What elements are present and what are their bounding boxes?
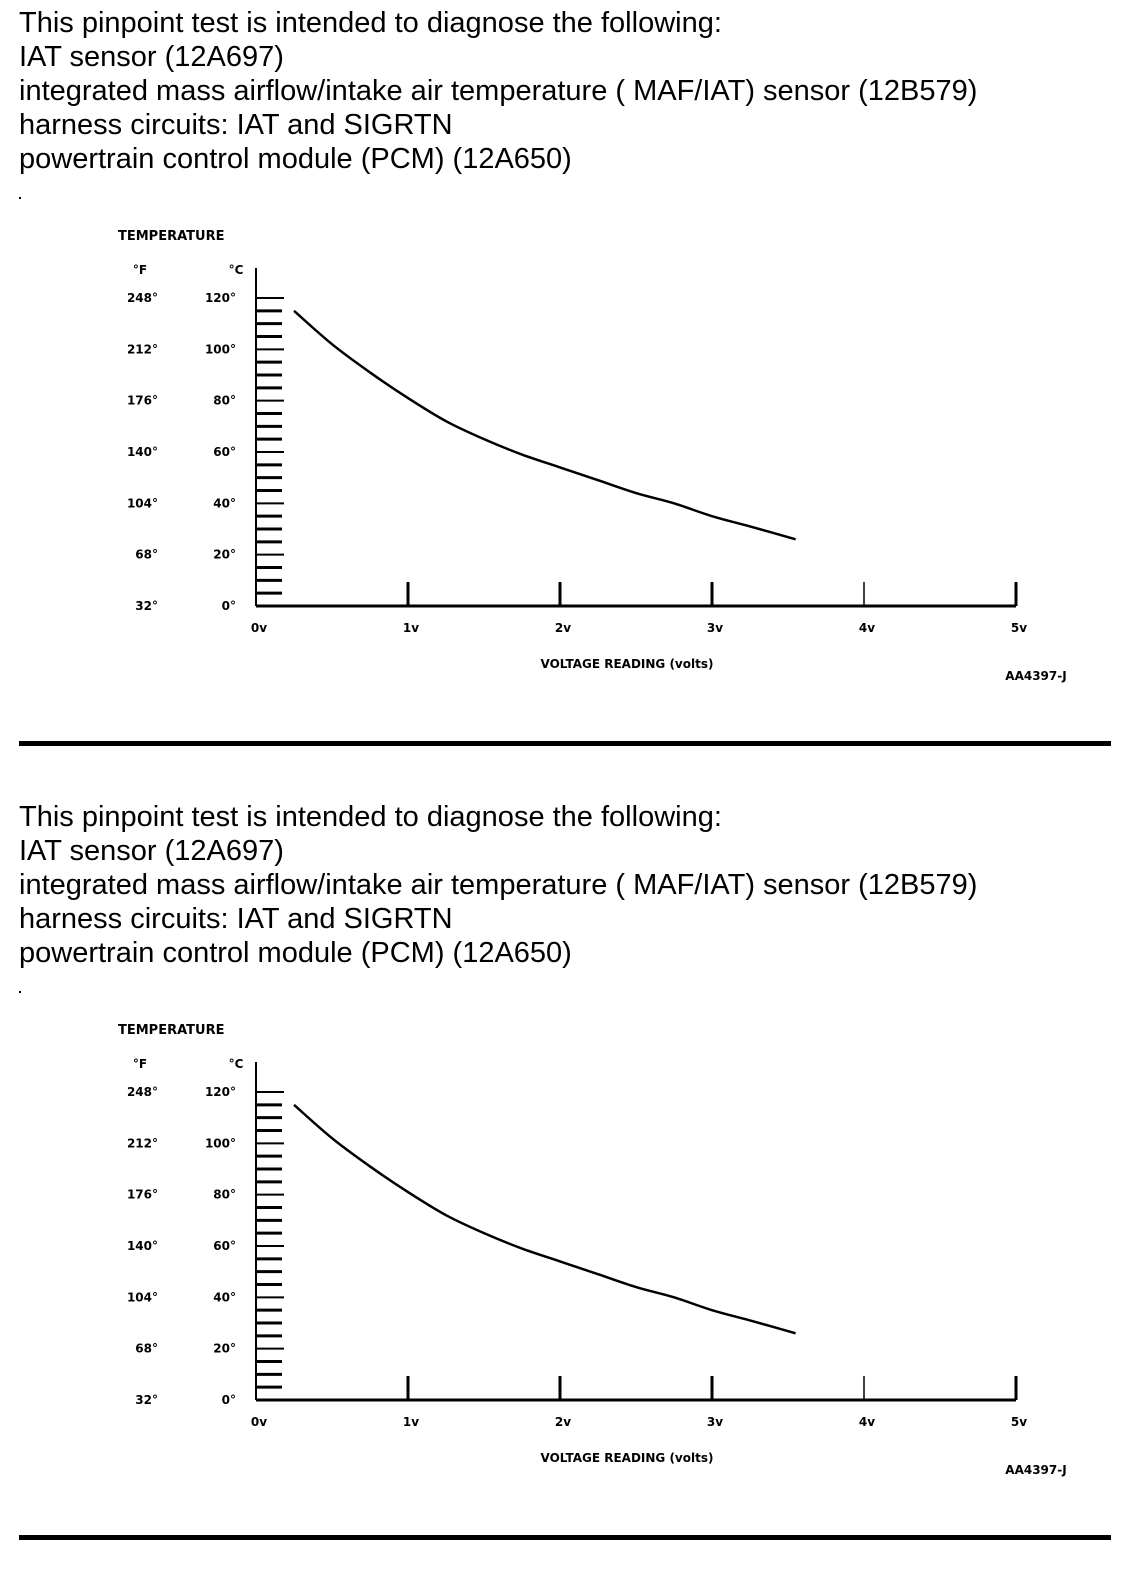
y-tick-label-celsius: 80° <box>213 1187 236 1202</box>
y-tick-label-celsius: 120° <box>204 291 236 305</box>
y-tick-label-celsius: 0° <box>221 1393 236 1407</box>
y-tick-label-celsius: 20° <box>213 547 236 562</box>
y-tick-label-celsius: 60° <box>213 445 236 459</box>
figure-id: AA4397-J <box>1005 669 1067 683</box>
x-tick-label: 0v <box>250 1415 268 1429</box>
y-unit-fahrenheit: °F <box>132 263 148 277</box>
intro-heading: This pinpoint test is intended to diagnose the following: <box>19 801 722 833</box>
intro-item-pcm: powertrain control module (PCM) (12A650) <box>19 937 572 969</box>
y-tick-label-celsius: 0° <box>221 599 236 613</box>
temperature-voltage-chart <box>0 794 1136 1514</box>
intro-item-iat-sensor: IAT sensor (12A697) <box>19 41 284 73</box>
x-tick-label: 5v <box>1010 621 1028 635</box>
intro-heading: This pinpoint test is intended to diagnose the following: <box>19 7 722 39</box>
x-tick-label: 2v <box>554 1415 572 1429</box>
x-tick-label: 1v <box>402 621 420 635</box>
y-unit-celsius: °C <box>228 1057 244 1071</box>
y-tick-label-fahrenheit: 248° <box>126 291 158 305</box>
y-tick-label-fahrenheit: 248° <box>126 1085 158 1099</box>
y-tick-label-fahrenheit: 212° <box>126 342 158 357</box>
y-tick-label-celsius: 20° <box>213 1341 236 1356</box>
y-axis-title: TEMPERATURE <box>118 1023 225 1038</box>
y-tick-label-celsius: 40° <box>213 496 236 511</box>
y-tick-label-celsius: 40° <box>213 1290 236 1305</box>
x-tick-label: 0v <box>250 621 268 635</box>
y-tick-label-fahrenheit: 68° <box>135 1341 158 1356</box>
x-tick-label: 4v <box>858 621 876 635</box>
x-tick-label: 2v <box>554 621 572 635</box>
y-tick-label-fahrenheit: 32° <box>135 1393 158 1407</box>
intro-item-maf-iat-sensor: integrated mass airflow/intake air temperature ( MAF/IAT) sensor (12B579) <box>19 75 978 107</box>
y-tick-label-celsius: 60° <box>213 1239 236 1253</box>
y-tick-label-celsius: 100° <box>204 342 236 357</box>
section-divider <box>19 1535 1111 1540</box>
x-tick-label: 3v <box>706 1415 724 1429</box>
x-axis-title: VOLTAGE READING (volts) <box>540 1451 714 1465</box>
x-tick-label: 4v <box>858 1415 876 1429</box>
y-tick-label-celsius: 100° <box>204 1136 236 1151</box>
y-tick-label-fahrenheit: 176° <box>126 1187 158 1202</box>
intro-item-pcm: powertrain control module (PCM) (12A650) <box>19 143 572 175</box>
temperature-curve <box>294 311 796 539</box>
y-tick-label-fahrenheit: 212° <box>126 1136 158 1151</box>
temperature-voltage-chart <box>0 0 1136 720</box>
figure-id: AA4397-J <box>1005 1463 1067 1477</box>
temperature-curve <box>294 1105 796 1333</box>
intro-item-maf-iat-sensor: integrated mass airflow/intake air temperature ( MAF/IAT) sensor (12B579) <box>19 869 978 901</box>
y-tick-label-fahrenheit: 104° <box>126 496 158 511</box>
y-tick-label-fahrenheit: 32° <box>135 599 158 613</box>
y-tick-label-fahrenheit: 104° <box>126 1290 158 1305</box>
y-unit-fahrenheit: °F <box>132 1057 148 1071</box>
x-tick-label: 1v <box>402 1415 420 1429</box>
intro-item-harness-circuits: harness circuits: IAT and SIGRTN <box>19 109 453 141</box>
y-tick-label-celsius: 120° <box>204 1085 236 1099</box>
y-unit-celsius: °C <box>228 263 244 277</box>
x-tick-label: 5v <box>1010 1415 1028 1429</box>
y-tick-label-fahrenheit: 140° <box>126 445 158 459</box>
y-tick-label-fahrenheit: 176° <box>126 393 158 408</box>
section-divider <box>19 741 1111 746</box>
y-tick-label-fahrenheit: 68° <box>135 547 158 562</box>
intro-item-harness-circuits: harness circuits: IAT and SIGRTN <box>19 903 453 935</box>
y-axis-title: TEMPERATURE <box>118 229 225 244</box>
x-axis-title: VOLTAGE READING (volts) <box>540 657 714 671</box>
section-2 <box>0 794 1136 1588</box>
intro-item-iat-sensor: IAT sensor (12A697) <box>19 835 284 867</box>
x-tick-label: 3v <box>706 621 724 635</box>
y-tick-label-fahrenheit: 140° <box>126 1239 158 1253</box>
y-tick-label-celsius: 80° <box>213 393 236 408</box>
